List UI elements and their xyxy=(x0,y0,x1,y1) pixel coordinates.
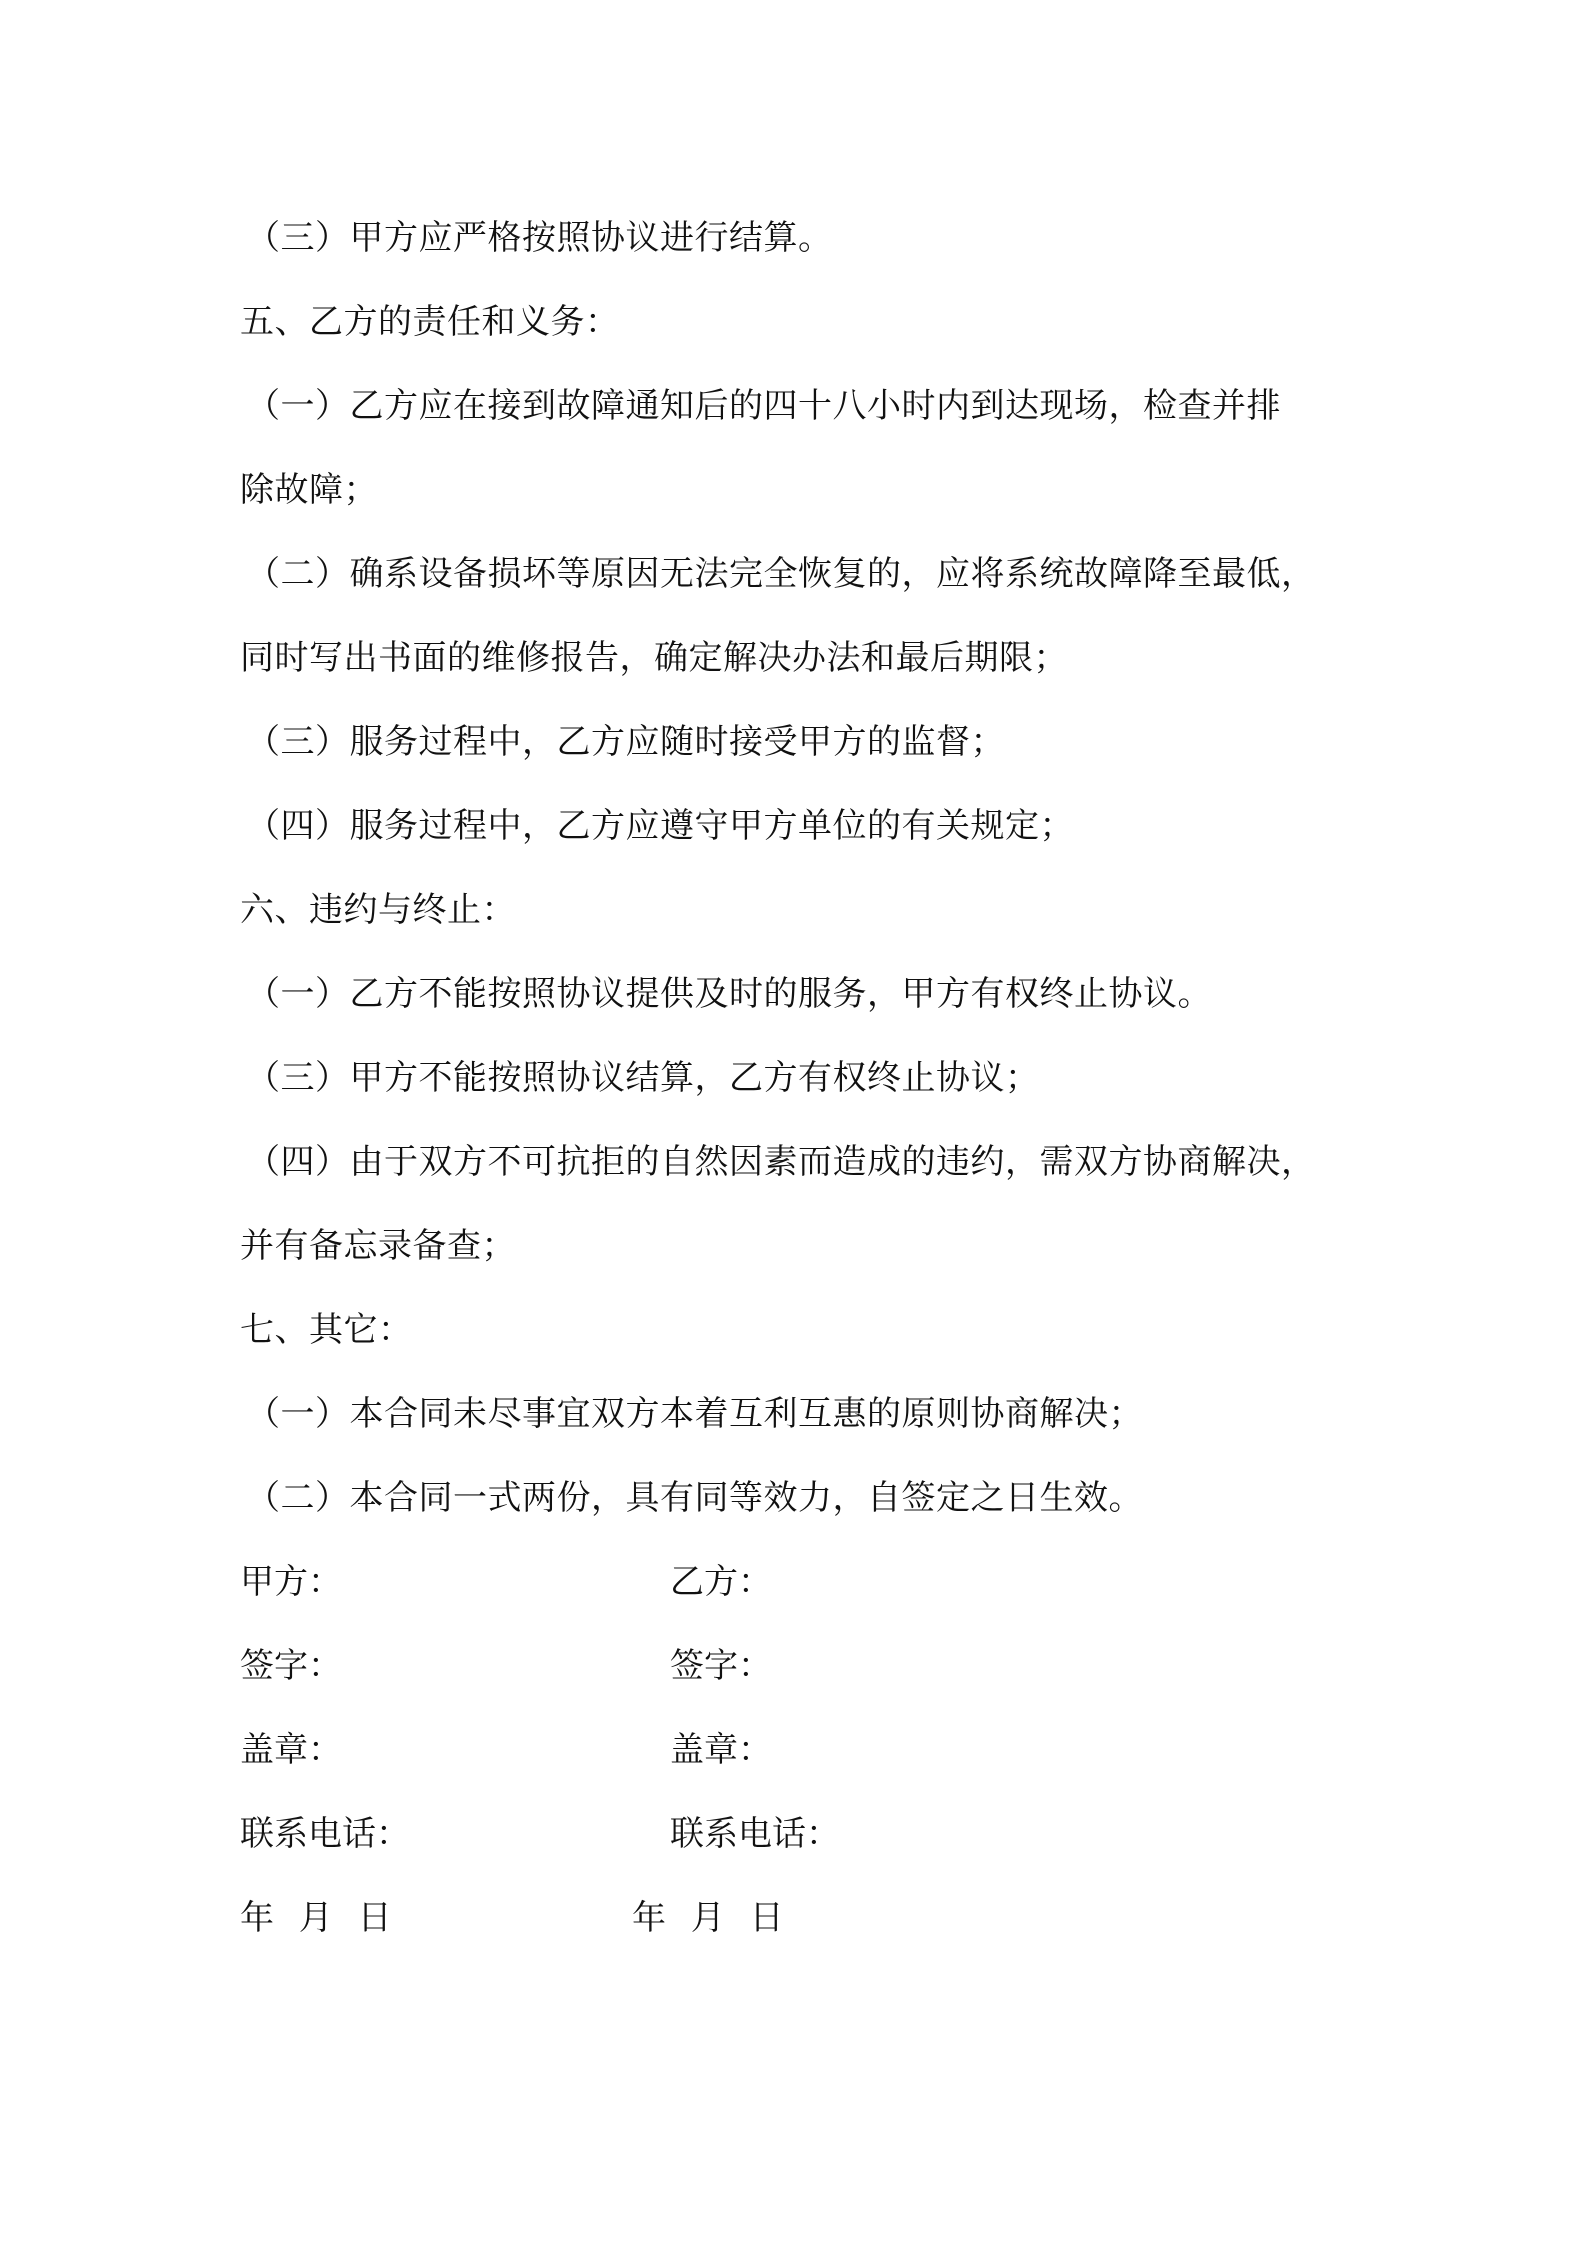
clause-6-4-line-2: 并有备忘录备查； xyxy=(240,1226,516,1266)
clause-5-4: （四）服务过程中，乙方应遵守甲方单位的有关规定； xyxy=(246,806,1074,846)
contract-body xyxy=(240,196,1360,1960)
clause-5-1-line-2: 除故障； xyxy=(240,470,378,510)
date-b-label: 年 月 日 xyxy=(632,1898,784,1938)
party-b-label: 乙方： xyxy=(670,1562,772,1602)
seal-row xyxy=(240,1708,1360,1792)
clause-4-3: （三）甲方应严格按照协议进行结算。 xyxy=(246,218,833,258)
section-5-heading: 五、乙方的责任和义务： xyxy=(240,302,620,342)
party-a-label: 甲方： xyxy=(240,1562,342,1602)
party-row xyxy=(240,1540,1360,1624)
signature-b-label: 签字： xyxy=(670,1646,772,1686)
date-a-label: 年 月 日 xyxy=(240,1898,392,1938)
clause-6-1: （一）乙方不能按照协议提供及时的服务，甲方有权终止协议。 xyxy=(246,974,1212,1014)
section-6-heading: 六、违约与终止： xyxy=(240,890,516,930)
seal-a-label: 盖章： xyxy=(240,1730,342,1770)
signature-row xyxy=(240,1624,1360,1708)
date-row xyxy=(240,1876,1360,1960)
phone-b-label: 联系电话： xyxy=(670,1814,840,1854)
phone-a-label: 联系电话： xyxy=(240,1814,410,1854)
clause-5-2-line-2: 同时写出书面的维修报告，确定解决办法和最后期限； xyxy=(240,638,1068,678)
section-7-heading: 七、其它： xyxy=(240,1310,413,1350)
clause-7-2: （二）本合同一式两份，具有同等效力，自签定之日生效。 xyxy=(246,1478,1143,1518)
phone-row xyxy=(240,1792,1360,1876)
clause-5-2-line-1: （二）确系设备损坏等原因无法完全恢复的，应将系统故障降至最低， xyxy=(246,554,1316,594)
clause-7-1: （一）本合同未尽事宜双方本着互利互惠的原则协商解决； xyxy=(246,1394,1143,1434)
clause-5-3: （三）服务过程中，乙方应随时接受甲方的监督； xyxy=(246,722,1005,762)
seal-b-label: 盖章： xyxy=(670,1730,772,1770)
signature-a-label: 签字： xyxy=(240,1646,342,1686)
clause-5-1-line-1: （一）乙方应在接到故障通知后的四十八小时内到达现场，检查并排 xyxy=(246,386,1281,426)
clause-6-3: （三）甲方不能按照协议结算，乙方有权终止协议； xyxy=(246,1058,1040,1098)
clause-6-4-line-1: （四）由于双方不可抗拒的自然因素而造成的违约，需双方协商解决， xyxy=(246,1142,1316,1182)
